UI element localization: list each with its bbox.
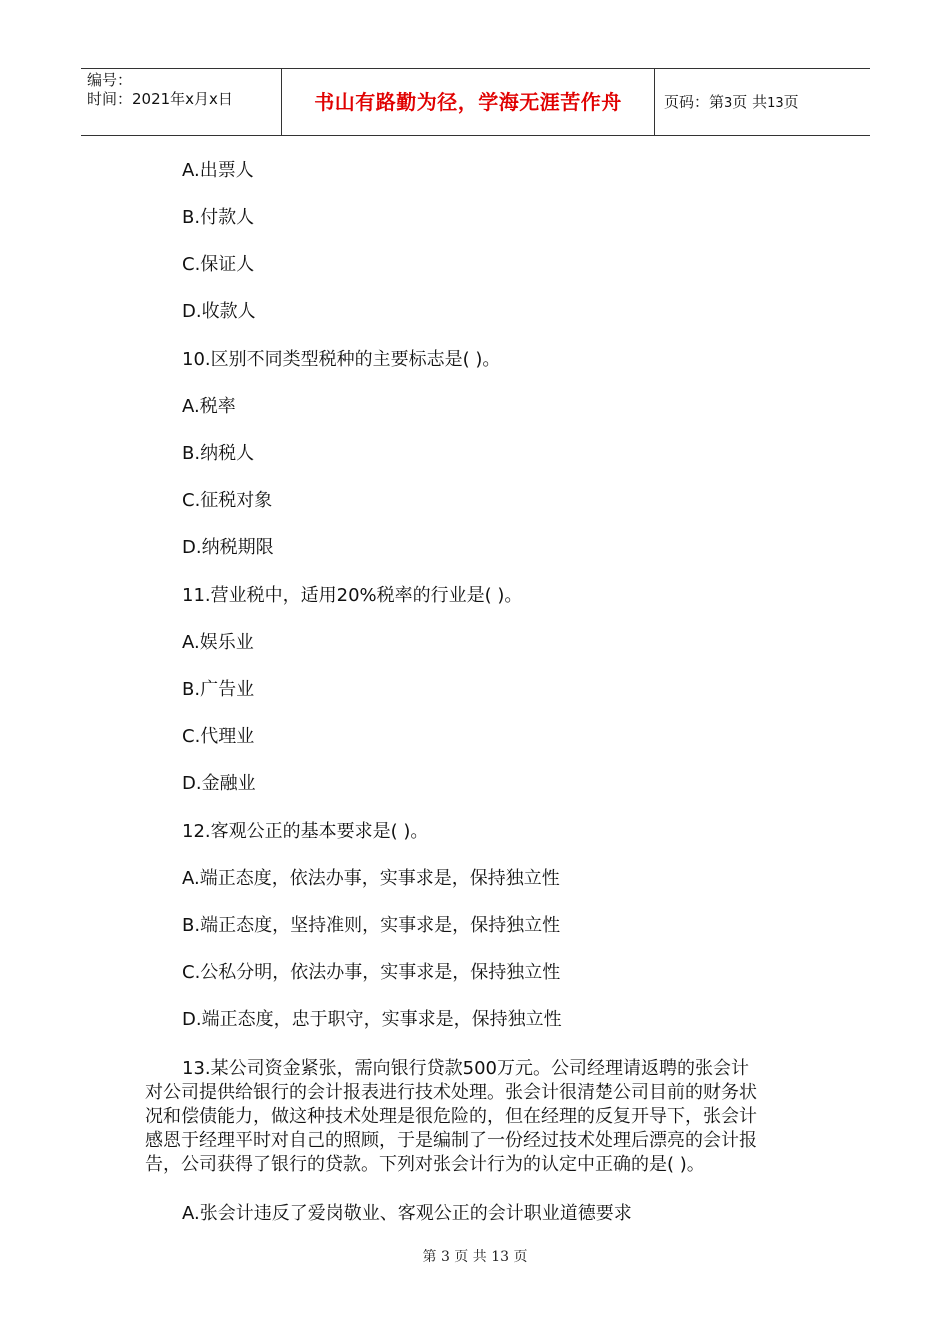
code-label: 编号： xyxy=(87,71,133,89)
header-page-number xyxy=(655,69,870,135)
page-prefix: 页码：第 xyxy=(664,93,725,111)
page-header xyxy=(81,68,870,136)
option-line: A.张会计违反了爱岗敬业、客观公正的会计职业道德要求 xyxy=(182,1203,632,1224)
option-line: A.出票人 xyxy=(182,160,254,181)
question-line: 10.区别不同类型税种的主要标志是( )。 xyxy=(182,349,501,370)
page-current: 3 xyxy=(724,96,733,111)
paragraph-line: 告，公司获得了银行的贷款。下列对张会计行为的认定中正确的是( )。 xyxy=(145,1154,705,1175)
paragraph-line: 13.某公司资金紧张，需向银行贷款500万元。公司经理请返聘的张会计 xyxy=(182,1058,749,1079)
option-line: B.付款人 xyxy=(182,207,255,228)
header-motto: 书山有路勤为径，学海无涯苦作舟 xyxy=(282,69,655,135)
option-line: C.代理业 xyxy=(182,726,255,747)
option-line: C.征税对象 xyxy=(182,490,273,511)
option-line: B.端正态度，坚持准则，实事求是，保持独立性 xyxy=(182,915,561,936)
page-total: 13 xyxy=(767,96,784,111)
page-footer: 第 3 页 共 13 页 xyxy=(422,1249,528,1265)
question-line: 11.营业税中，适用20%税率的行业是( )。 xyxy=(182,585,523,606)
option-line: B.广告业 xyxy=(182,679,255,700)
option-line: D.金融业 xyxy=(182,773,256,794)
header-meta xyxy=(81,69,282,135)
question-line: 12.客观公正的基本要求是( )。 xyxy=(182,821,429,842)
page-mid: 页 共 xyxy=(732,93,768,111)
option-line: A.娱乐业 xyxy=(182,632,254,653)
paragraph-line: 感恩于经理平时对自己的照顾，于是编制了一份经过技术处理后漂亮的会计报 xyxy=(145,1130,757,1151)
option-line: A.端正态度，依法办事，实事求是，保持独立性 xyxy=(182,868,560,889)
page-suffix: 页 xyxy=(783,93,799,111)
paragraph-line: 对公司提供给银行的会计报表进行技术处理。张会计很清楚公司目前的财务状 xyxy=(145,1082,757,1103)
option-line: D.端正态度，忠于职守，实事求是，保持独立性 xyxy=(182,1009,562,1030)
question-13-paragraph xyxy=(145,1057,805,1177)
option-line: A.税率 xyxy=(182,396,236,417)
time-label: 时间：2021年x月x日 xyxy=(87,90,233,108)
paragraph-line: 况和偿债能力，做这种技术处理是很危险的，但在经理的反复开导下，张会计 xyxy=(145,1106,757,1127)
option-line: C.公私分明，依法办事，实事求是，保持独立性 xyxy=(182,962,561,983)
option-line: C.保证人 xyxy=(182,254,255,275)
option-line: B.纳税人 xyxy=(182,443,255,464)
option-line: D.纳税期限 xyxy=(182,537,274,558)
option-line: D.收款人 xyxy=(182,301,256,322)
